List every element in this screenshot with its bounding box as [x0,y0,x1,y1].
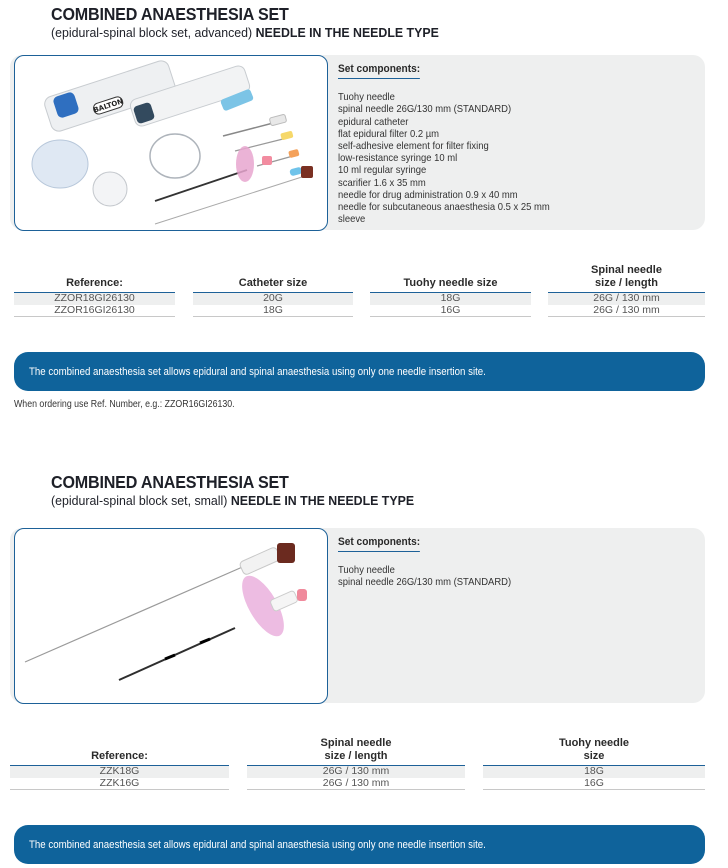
spinal-needle-icon [25,565,247,662]
component-item: low-resistance syringe 10 ml [338,152,458,165]
ordering-note: When ordering use Ref. Number, e.g.: ZZOR16GI26130. [14,399,235,410]
needle-set-illustration [15,529,327,703]
filter-icon [93,172,127,206]
component-item: 10 ml regular syringe [338,164,427,177]
component-item: Tuohy needle [338,564,395,577]
section1-info-banner [14,352,705,391]
table-header: Tuohy needle size [483,737,705,766]
component-item: flat epidural filter 0.2 µm [338,127,440,140]
component-item: needle for subcutaneous anaesthesia 0.5 x 25 mm [338,201,550,214]
section2-components-heading: Set components: [338,536,420,552]
table-column-tuohy-needle-size [370,262,531,317]
section2-product-photo [14,528,328,704]
table-header: Spinal needle size / length [548,262,705,293]
table-header: Tuohy needle size [370,262,531,293]
component-item: scarifier 1.6 x 35 mm [338,176,426,189]
table-cell: 26G / 130 mm [247,778,465,790]
table-cell: 26G / 130 mm [548,293,705,305]
table-cell: 26G / 130 mm [548,305,705,317]
table-cell: 18G [193,305,353,317]
section1-subtitle [51,25,439,40]
section1-components-list [338,91,573,225]
table-header: Reference: [10,737,229,766]
table-cell: ZZK18G [10,766,229,778]
section1-product-photo [14,55,328,231]
section2-components-list [338,564,530,588]
brand-label: BALTON [92,97,125,115]
table-cell: 18G [370,293,531,305]
section2-subtitle-plain: (epidural-spinal block set, small) [51,493,228,508]
table-cell: 16G [483,778,705,790]
section2-components [338,536,530,589]
catheter-icon [150,134,200,178]
section1-components [338,63,573,225]
table-cell: 16G [370,305,531,317]
table-header: Catheter size [193,262,353,293]
table-cell: ZZOR18GI26130 [14,293,175,305]
table-column-spinal-needle-size [247,737,465,790]
table-cell: 20G [193,293,353,305]
table-cell: ZZK16G [10,778,229,790]
section1-banner-text: The combined anaesthesia set allows epidural and spinal anaesthesia using only one needle insertion site. [29,365,486,378]
table-column-spinal-needle-size [548,262,705,317]
tuohy-needle-icon [155,170,247,201]
anaesthesia-set-illustration [15,56,327,230]
section2-banner-text: The combined anaesthesia set allows epidural and spinal anaesthesia using only one needle insertion site. [29,838,486,851]
section2-subtitle-bold: NEEDLE IN THE NEEDLE TYPE [230,493,415,508]
component-item: spinal needle 26G/130 mm (STANDARD) [338,576,512,589]
table-column-reference [10,737,229,790]
spinal-needle-icon [155,176,305,224]
section1-title: COMBINED ANAESTHESIA SET [51,4,289,24]
section2-info-banner [14,825,705,864]
section1-components-heading: Set components: [338,63,420,79]
table-header: Reference: [14,262,175,293]
table-header: Spinal needle size / length [247,737,465,766]
section1-subtitle-plain: (epidural-spinal block set, advanced) [51,25,253,40]
table-cell: 18G [483,766,705,778]
section2-subtitle [51,493,414,508]
component-item: sleeve [338,213,366,226]
component-item: Tuohy needle [338,91,395,104]
adhesive-patch-icon [32,140,88,188]
table-cell: 26G / 130 mm [247,766,465,778]
component-item: epidural catheter [338,115,409,128]
needle-hub-icon [277,543,295,563]
component-item: spinal needle 26G/130 mm (STANDARD) [338,103,512,116]
tuohy-needle-icon [119,628,235,680]
table-column-reference [14,262,175,317]
table-column-tuohy-needle-size [483,737,705,790]
section2-title: COMBINED ANAESTHESIA SET [51,472,289,492]
table-column-catheter-size [193,262,353,317]
section1-subtitle-bold: NEEDLE IN THE NEEDLE TYPE [255,25,439,40]
needle-icon [223,122,277,136]
table-cell: ZZOR16GI26130 [14,305,175,317]
component-item: needle for drug administration 0.9 x 40 mm [338,188,518,201]
component-item: self-adhesive element for filter fixing [338,140,489,153]
